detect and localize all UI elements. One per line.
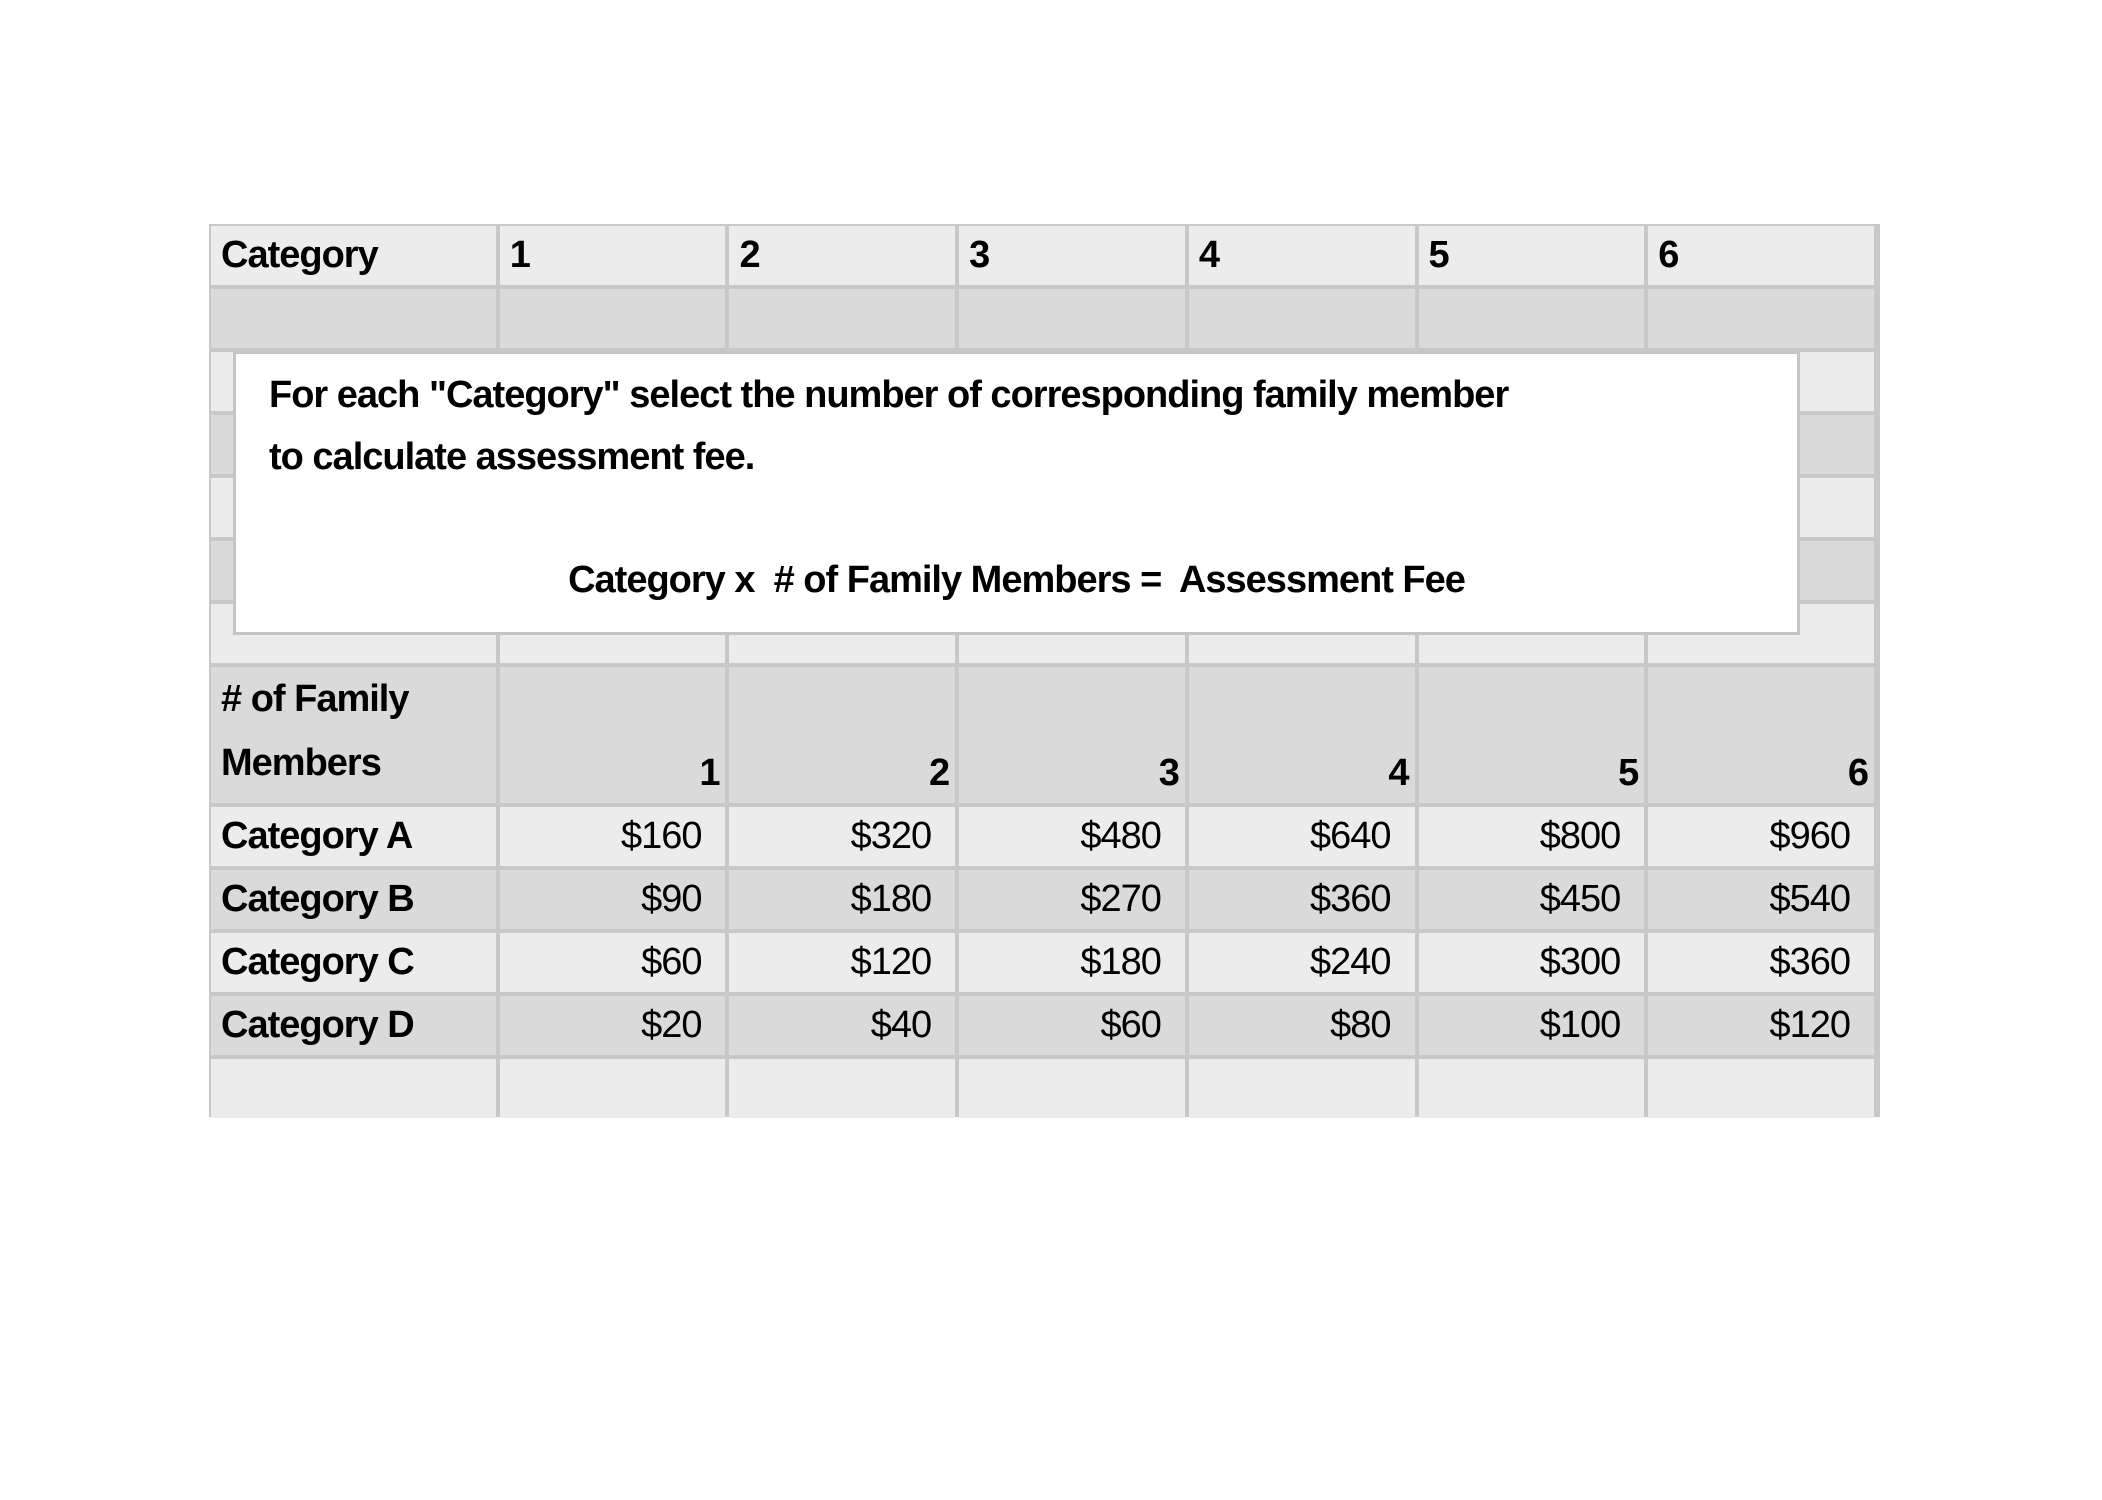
row-label: Category C [211, 933, 496, 992]
empty-cell[interactable] [211, 1059, 496, 1118]
empty-cell[interactable] [729, 1059, 955, 1118]
fee-cell[interactable]: $120 [729, 933, 955, 992]
fee-cell[interactable]: $960 [1648, 807, 1874, 866]
empty-cell[interactable] [1419, 1059, 1645, 1118]
category-a-row [211, 807, 1874, 866]
instructions-line-2: to calculate assessment fee. [269, 436, 755, 478]
fee-cell[interactable]: $120 [1648, 996, 1874, 1055]
fee-cell[interactable]: $180 [729, 870, 955, 929]
fee-cell[interactable]: $40 [729, 996, 955, 1055]
category-col-6[interactable]: 6 [1648, 226, 1874, 285]
empty-cell[interactable] [1419, 289, 1645, 348]
category-col-3[interactable]: 3 [959, 226, 1185, 285]
category-col-2[interactable]: 2 [729, 226, 955, 285]
fee-cell[interactable]: $160 [500, 807, 726, 866]
category-c-row [211, 933, 1874, 992]
empty-cell[interactable] [500, 1059, 726, 1118]
category-d-row [211, 996, 1874, 1055]
members-col-4[interactable]: 4 [1189, 667, 1415, 803]
instructions-line-1: For each "Category" select the number of corresponding family member [269, 374, 1509, 416]
fee-cell[interactable]: $640 [1189, 807, 1415, 866]
fee-cell[interactable]: $320 [729, 807, 955, 866]
members-col-3[interactable]: 3 [959, 667, 1185, 803]
fee-cell[interactable]: $360 [1189, 870, 1415, 929]
fee-cell[interactable]: $60 [959, 996, 1185, 1055]
family-members-label-line1: # of Family [221, 678, 409, 720]
empty-cell[interactable] [1189, 1059, 1415, 1118]
instructions-note-box [233, 351, 1800, 635]
family-members-header-row [211, 667, 1874, 803]
row-label: Category D [211, 996, 496, 1055]
category-header-row [211, 226, 1874, 285]
empty-row [211, 289, 1874, 348]
empty-cell[interactable] [1189, 289, 1415, 348]
category-col-1[interactable]: 1 [500, 226, 726, 285]
family-members-header-label [211, 667, 496, 803]
fee-cell[interactable]: $100 [1419, 996, 1645, 1055]
row-label: Category B [211, 870, 496, 929]
fee-formula: Category x # of Family Members = Assessment Fee [568, 559, 1465, 601]
category-col-4[interactable]: 4 [1189, 226, 1415, 285]
family-members-label-line2: Members [221, 742, 381, 784]
empty-row [211, 1059, 1874, 1118]
category-header-label: Category [211, 226, 496, 285]
fee-cell[interactable]: $360 [1648, 933, 1874, 992]
empty-cell[interactable] [729, 289, 955, 348]
members-col-6[interactable]: 6 [1648, 667, 1874, 803]
empty-cell[interactable] [959, 289, 1185, 348]
fee-cell[interactable]: $480 [959, 807, 1185, 866]
empty-cell[interactable] [211, 289, 496, 348]
members-col-1[interactable]: 1 [500, 667, 726, 803]
empty-cell[interactable] [959, 1059, 1185, 1118]
category-b-row [211, 870, 1874, 929]
empty-cell[interactable] [1648, 1059, 1874, 1118]
category-col-5[interactable]: 5 [1419, 226, 1645, 285]
empty-cell[interactable] [1648, 289, 1874, 348]
fee-cell[interactable]: $60 [500, 933, 726, 992]
fee-cell[interactable]: $80 [1189, 996, 1415, 1055]
empty-cell[interactable] [500, 289, 726, 348]
fee-cell[interactable]: $450 [1419, 870, 1645, 929]
members-col-2[interactable]: 2 [729, 667, 955, 803]
fee-cell[interactable]: $800 [1419, 807, 1645, 866]
fee-cell[interactable]: $270 [959, 870, 1185, 929]
row-label: Category A [211, 807, 496, 866]
fee-cell[interactable]: $300 [1419, 933, 1645, 992]
fee-cell[interactable]: $180 [959, 933, 1185, 992]
fee-cell[interactable]: $540 [1648, 870, 1874, 929]
fee-cell[interactable]: $240 [1189, 933, 1415, 992]
fee-cell[interactable]: $90 [500, 870, 726, 929]
members-col-5[interactable]: 5 [1419, 667, 1645, 803]
fee-cell[interactable]: $20 [500, 996, 726, 1055]
